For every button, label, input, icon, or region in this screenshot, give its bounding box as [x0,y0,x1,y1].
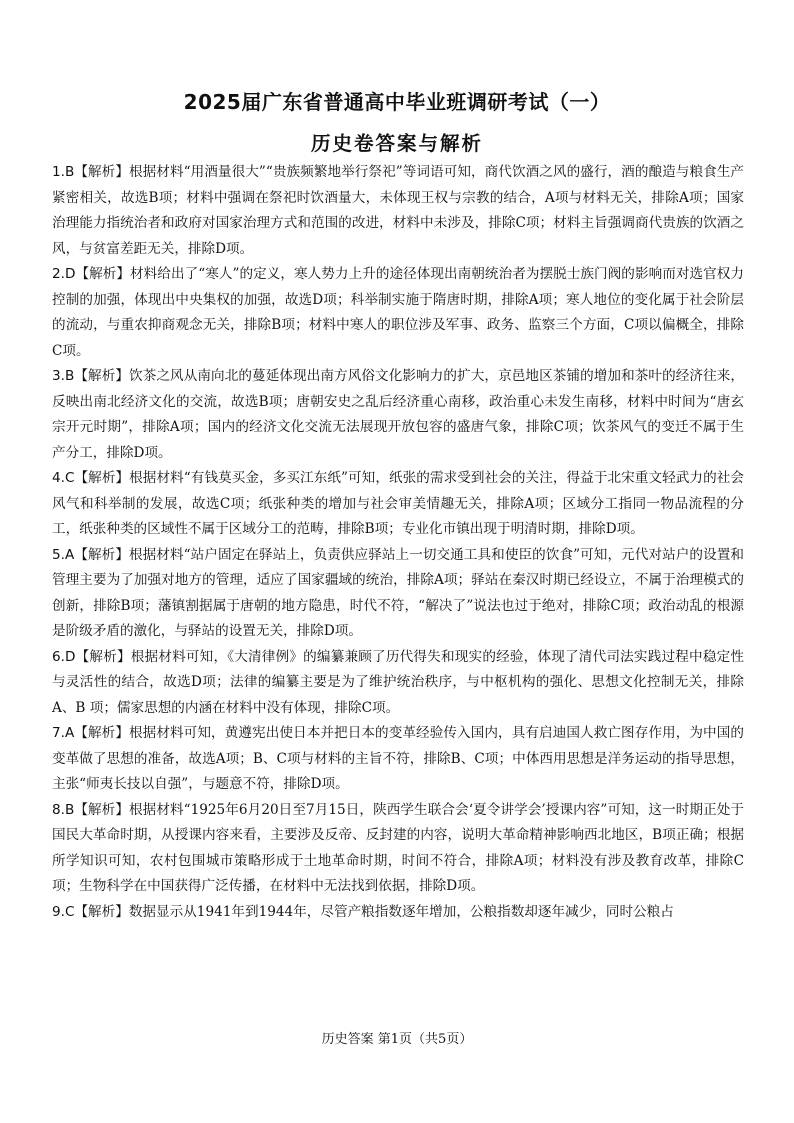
answer-text: 材料给出了“寒人”的定义，寒人势力上升的途径体现出南朝统治者为摆脱士族门阀的影响而对选官权力控制的加强，体现出中央集权的加强，故选D项；科举制实施于隋唐时期，排除A项；寒人地位的变化属于社会阶层的流动，与重农抑商观念无关，排除B项；材料中寒人的职位涉及军事、政务、监察三个方面，C项以偏概全，排除C项。 [52,266,744,359]
answer-item-6 [52,645,744,722]
answer-item-8 [52,798,744,900]
answer-label: 3.B【解析】 [52,368,130,384]
answer-label: 1.B【解析】 [52,164,129,180]
answer-text: 根据材料“有钱莫买金，多买江东纸”可知，纸张的需求受到社会的关注，得益于北宋重文轻武力的社会风气和科举制的发展，故选C项；纸张种类的增加与社会审美情趣无关，排除A项；区域分工指同一物品流程的分工，纸张种类的区域性不属于区域分工的范畴，排除B项；专业化市镇出现于明清时期，排除D项。 [52,470,744,537]
answer-text: 根据材料“用酒量很大”“贵族频繁地举行祭祀”等词语可知，商代饮酒之风的盛行，酒的酿造与粮食生产紧密相关，故选B项；材料中强调在祭祀时饮酒量大，未体现王权与宗教的结合，A项与材料无关，排除A项；国家治理能力指统治者和政府对国家治理方式和范围的改进，材料中未涉及，排除C项；材料主旨强调商代贵族的饮酒之风，与贫富差距无关，排除D项。 [52,164,745,257]
answer-item-2 [52,262,744,364]
answer-label: 9.C【解析】 [52,903,129,920]
answer-label: 6.D【解析】 [52,648,131,665]
answer-text: 根据材料“1925年6月20日至7月15日，陕西学生联合会‘夏令讲学会’授课内容”可知，这一时期正处于国民大革命时期，从授课内容来看，主要涉及反帝、反封建的内容，说明大革命精神影响西北地区，B项正确；根据所学知识可知，农村包围城市策略形成于土地革命时期，时间不符合，排除A项；材料没有涉及教育改革，排除C项；生物科学在中国获得广泛传播，在材料中无法找到依据，排除D项。 [52,801,744,894]
answer-label: 2.D【解析】 [52,266,131,282]
answer-text: 根据材料“站户固定在驿站上，负责供应驿站上一切交通工具和使臣的饮食”可知，元代对站户的设置和管理主要为了加强对地方的管理，适应了国家疆域的统治，排除A项；驿站在秦汉时期已经设立，不属于治理模式的创新，排除B项；藩镇割据属于唐朝的地方隐患，时代不符，“解决了”说法也过于绝对，排除C项；政治动乱的根源是阶级矛盾的激化，与驿站的设置无关，排除D项。 [52,546,744,639]
answer-text: 根据材料可知，《大清律例》的编纂兼顾了历代得失和现实的经验，体现了清代司法实践过程中稳定性与灵活性的结合，故选D项；法律的编纂主要是为了维护统治秩序，与中枢机构的强化、思想文化控制无关，排除A、B 项；儒家思想的内涵在材料中没有体现，排除C项。 [52,648,745,716]
answer-label: 5.A【解析】 [52,546,129,563]
answer-item-4 [52,466,744,543]
answer-label: 7.A【解析】 [52,725,130,741]
answer-text: 饮茶之风从南向北的蔓延体现出南方风俗文化影响力的扩大，京邑地区茶铺的增加和茶叶的经济往来，反映出南北经济文化的交流，故选B项；唐朝安史之乱后经济重心南移，政治重心未发生南移，材料中时间为“唐玄宗开元时期”，排除A项；国内的经济文化交流无法展现开放包容的盛唐气象，排除C项；饮茶风气的变迁不属于生产分工，排除D项。 [52,368,745,461]
answer-label: 4.C【解析】 [52,470,130,486]
answer-text: 根据材料可知，黄遵宪出使日本并把日本的变革经验传入国内，具有启迪国人救亡图存作用，为中国的变革做了思想的准备，故选A项；B、C项与材料的主旨不符，排除B、C项；中体西用思想是洋务运动的指导思想，主张“师夷长技以自强”，与题意不符，排除D项。 [52,725,744,792]
document-title: 2025届广东省普通高中毕业班调研考试（一） [183,90,611,114]
answer-item-1 [52,160,744,262]
answer-item-3 [52,364,744,466]
answer-item-7 [52,721,744,798]
answer-text: 数据显示从1941年到1944年，尽管产粮指数逐年增加，公粮指数却逐年减少，同时公粮占 [128,903,674,920]
answer-label: 8.B【解析】 [52,801,130,818]
answer-item-5 [52,543,744,645]
answer-item-9 [52,900,744,926]
document-subtitle: 历史卷答案与解析 [310,132,483,155]
page-footer: 历史答案 第1页（共5页） [321,1032,473,1047]
answer-list [52,160,744,925]
